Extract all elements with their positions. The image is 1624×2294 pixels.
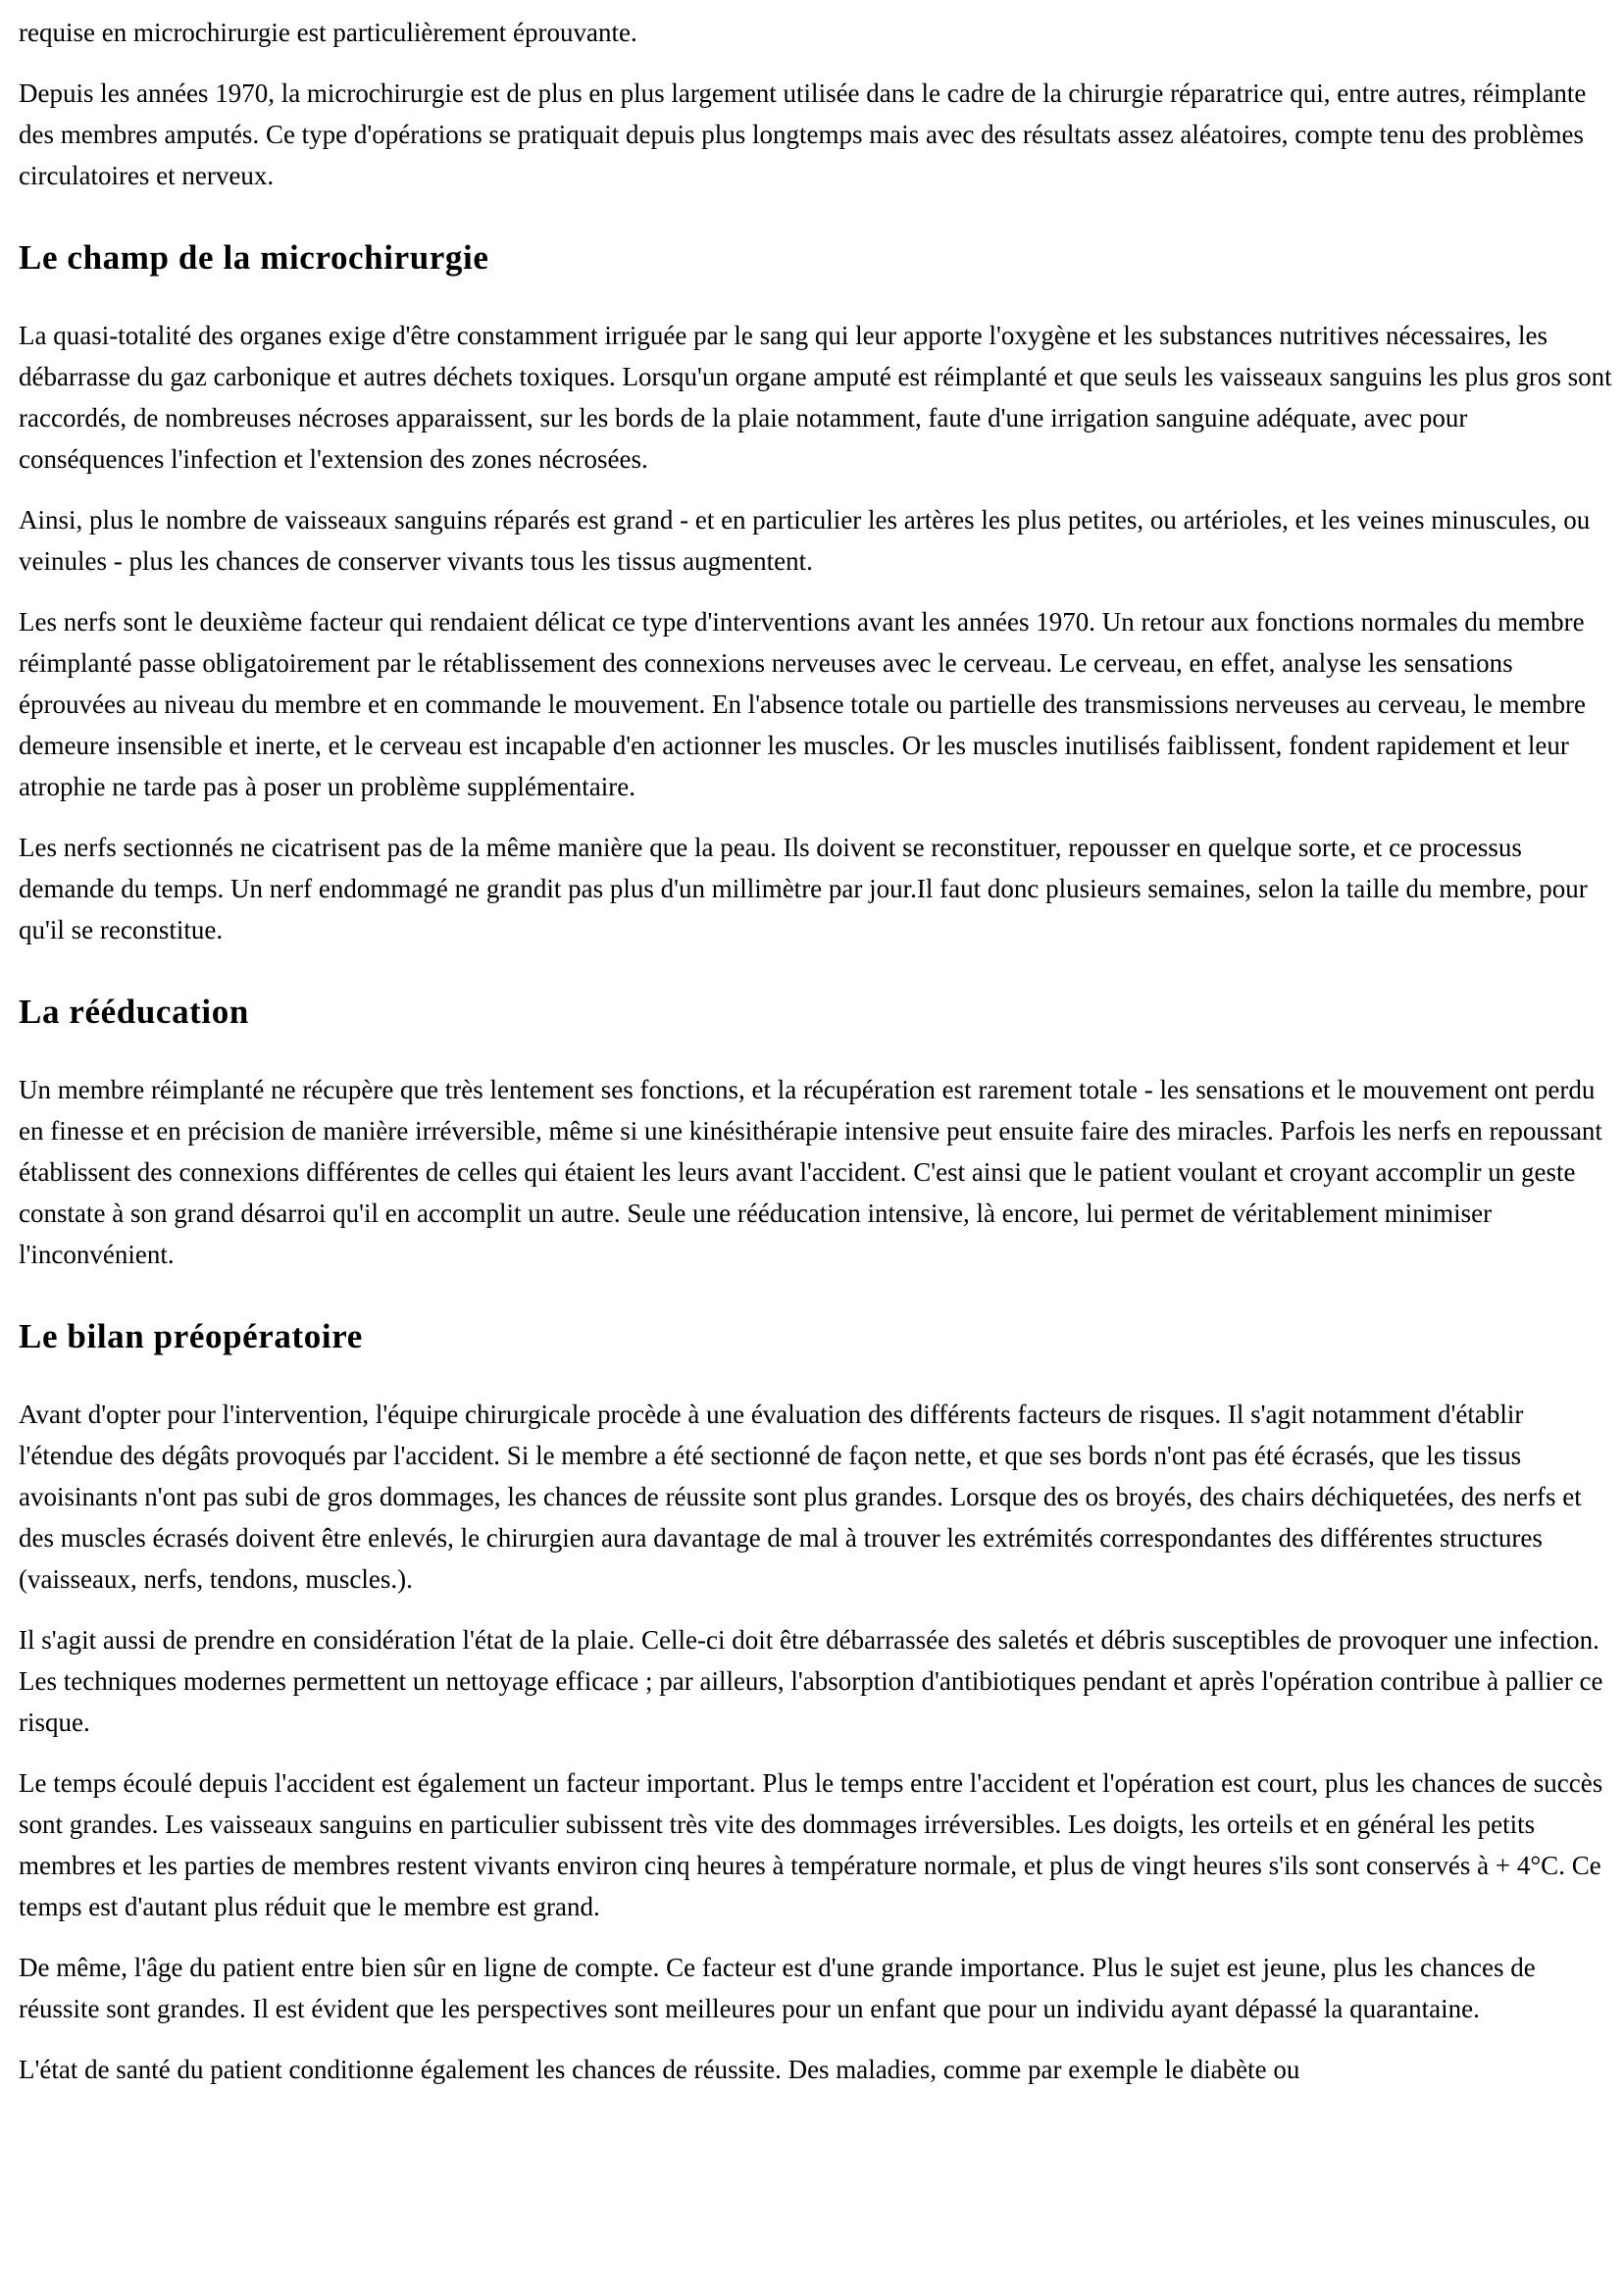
paragraph: Depuis les années 1970, la microchirurgie est de plus en plus largement utilisée dans le cadre de la chirurgie réparatrice qui, entre autres, réimplante des membres amputés. Ce type d'opérations se pratiquait depuis plus longtemps mais avec des résultats assez aléatoires, compte tenu des problèmes circulatoires et nerveux. xyxy=(19,78,1587,190)
paragraph: Les nerfs sont le deuxième facteur qui rendaient délicat ce type d'interventions avant les années 1970. Un retour aux fonctions normales du membre réimplanté passe obligatoirement par le rétablissement des connexions nerveuses avec le cerveau. Le cerveau, en effet, analyse les sensations éprouvées au niveau du membre et en commande le mouvement. En l'absence totale ou partielle des transmissions nerveuses au cerveau, le membre demeure insensible et inerte, et le cerveau est incapable d'en actionner les muscles. Or les muscles inutilisés faiblissent, fondent rapidement et leur atrophie ne tarde pas à poser un problème supplémentaire. xyxy=(19,607,1587,801)
section-heading: La rééducation xyxy=(19,993,249,1031)
paragraph: La quasi-totalité des organes exige d'être constamment irriguée par le sang qui leur apporte l'oxygène et les substances nutritives nécessaires, les débarrasse du gaz carbonique et autres déchets toxiques. Lorsqu'un organe amputé est réimplanté et que seuls les vaisseaux sanguins les plus gros sont raccordés, de nombreuses nécroses apparaissent, sur les bords de la plaie notamment, faute d'une irrigation sanguine adéquate, avec pour conséquences l'infection et l'extension des zones nécrosées. xyxy=(19,321,1612,474)
document-page xyxy=(19,0,1612,2090)
paragraph: L'état de santé du patient conditionne également les chances de réussite. Des maladies, comme par exemple le diabète ou xyxy=(19,2055,1300,2084)
paragraph: Les nerfs sectionnés ne cicatrisent pas de la même manière que la peau. Ils doivent se reconstituer, repousser en quelque sorte, et ce processus demande du temps. Un nerf endommagé ne grandit pas plus d'un millimètre par jour.Il faut donc plusieurs semaines, selon la taille du membre, pour qu'il se reconstitue. xyxy=(19,833,1588,944)
paragraph: Avant d'opter pour l'intervention, l'équipe chirurgicale procède à une évaluation des différents facteurs de risques. Il s'agit notamment d'établir l'étendue des dégâts provoqués par l'accident. Si le membre a été sectionné de façon nette, et que ses bords n'ont pas été écrasés, que les tissus avoisinants n'ont pas subi de gros dommages, les chances de réussite sont plus grandes. Lorsque des os broyés, des chairs déchiquetées, des nerfs et des muscles écrasés doivent être enlevés, le chirurgien aura davantage de mal à trouver les extrémités correspondantes des différentes structures (vaisseaux, nerfs, tendons, muscles.). xyxy=(19,1400,1582,1594)
paragraph: De même, l'âge du patient entre bien sûr en ligne de compte. Ce facteur est d'une grande importance. Plus le sujet est jeune, plus les chances de réussite sont grandes. Il est évident que les perspectives sont meilleures pour un enfant que pour un individu ayant dépassé la quarantaine. xyxy=(19,1953,1536,2023)
paragraph: Il s'agit aussi de prendre en considération l'état de la plaie. Celle-ci doit être débarrassée des saletés et débris susceptibles de provoquer une infection. Les techniques modernes permettent un nettoyage efficace ; par ailleurs, l'absorption d'antibiotiques pendant et après l'opération contribue à pallier ce risque. xyxy=(19,1625,1603,1737)
paragraph: Ainsi, plus le nombre de vaisseaux sanguins réparés est grand - et en particulier les artères les plus petites, ou artérioles, et les veines minuscules, ou veinules - plus les chances de conserver vivants tous les tissus augmentent. xyxy=(19,505,1591,576)
paragraph: Le temps écoulé depuis l'accident est également un facteur important. Plus le temps entre l'accident et l'opération est court, plus les chances de succès sont grandes. Les vaisseaux sanguins en particulier subissent très vite des dommages irréversibles. Les doigts, les orteils et en général les petits membres et les parties de membres restent vivants environ cinq heures à température normale, et plus de vingt heures s'ils sont conservés à + 4°C. Ce temps est d'autant plus réduit que le membre est grand. xyxy=(19,1768,1603,1921)
section-heading: Le bilan préopératoire xyxy=(19,1317,363,1355)
paragraph: requise en microchirurgie est particulièrement éprouvante. xyxy=(19,18,637,47)
paragraph: Un membre réimplanté ne récupère que très lentement ses fonctions, et la récupération est rarement totale - les sensations et le mouvement ont perdu en finesse et en précision de manière irréversible, même si une kinésithérapie intensive peut ensuite faire des miracles. Parfois les nerfs en repoussant établissent des connexions différentes de celles qui étaient les leurs avant l'accident. C'est ainsi que le patient voulant et croyant accomplir un geste constate à son grand désarroi qu'il en accomplit un autre. Seule une rééducation intensive, là encore, lui permet de véritablement minimiser l'inconvénient. xyxy=(19,1075,1602,1269)
section-heading: Le champ de la microchirurgie xyxy=(19,238,489,277)
